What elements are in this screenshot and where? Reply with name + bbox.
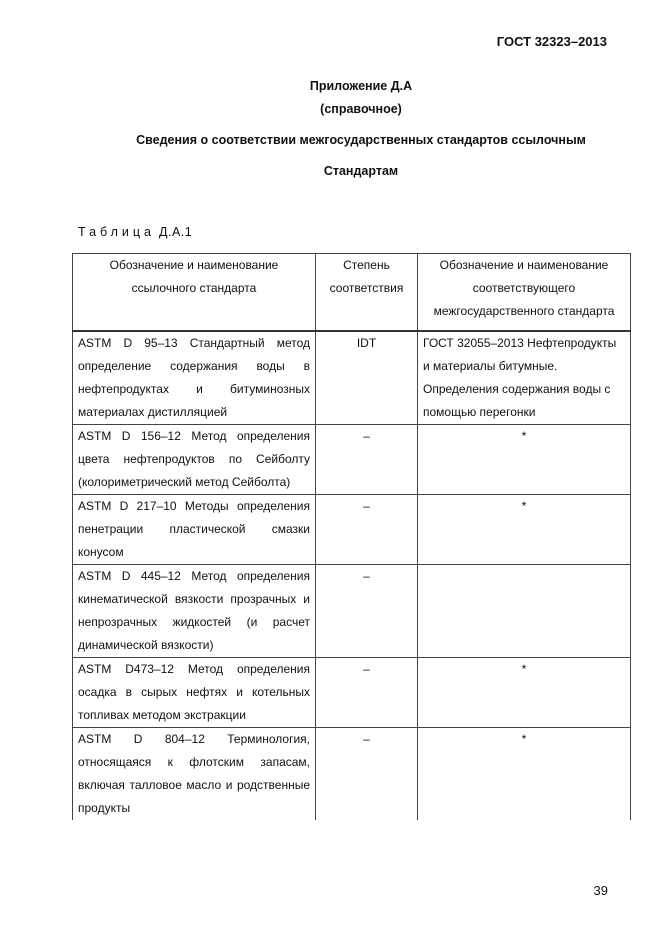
degree-cell: – <box>316 658 418 728</box>
section-heading-line-1: Сведения о соответствии межгосударственных стандартов ссылочным <box>136 133 586 147</box>
table-row <box>73 565 631 658</box>
reference-standard-cell: ASTM D 804–12 Терминология, относящаяся к флотским запасам, включая талловое масло и родственные продукты <box>73 728 316 821</box>
table-caption-number: Д.А.1 <box>159 225 193 239</box>
reference-standard-cell: ASTM D 217–10 Методы определения пенетрации пластической смазки конусом <box>73 495 316 565</box>
standards-correspondence-table <box>72 253 631 820</box>
section-heading-line-2: Стандартам <box>323 164 399 178</box>
appendix-title: Приложение Д.А <box>309 79 413 93</box>
interstate-standard-cell: * <box>418 425 631 495</box>
table-row <box>73 495 631 565</box>
reference-standard-cell: ASTM D 445–12 Метод определения кинематической вязкости прозрачных и непрозрачных жидкостей (и расчет динамической вязкости) <box>73 565 316 658</box>
degree-cell: – <box>316 728 418 821</box>
table-row <box>73 425 631 495</box>
degree-cell: IDT <box>316 331 418 425</box>
page-number: 39 <box>593 883 608 898</box>
degree-cell: – <box>316 425 418 495</box>
column-header-interstate-standard: Обозначение и наименование соответствующего межгосударственного стандарта <box>418 254 631 332</box>
table-header-row <box>73 254 631 332</box>
table-caption <box>78 225 192 239</box>
table-row <box>73 728 631 821</box>
interstate-standard-cell: * <box>418 728 631 821</box>
column-header-reference-standard: Обозначение и наименование ссылочного стандарта <box>73 254 316 332</box>
document-code: ГОСТ 32323–2013 <box>496 34 607 49</box>
appendix-kind: (справочное) <box>320 102 402 116</box>
reference-standard-cell: ASTM D473–12 Метод определения осадка в сырых нефтях и котельных топливах методом экстракции <box>73 658 316 728</box>
column-header-degree: Степень соответствия <box>316 254 418 332</box>
reference-standard-cell: ASTM D 95–13 Стандартный метод определение содержания воды в нефтепродуктах и битуминозных материалах дистилляцией <box>73 331 316 425</box>
reference-standard-cell: ASTM D 156–12 Метод определения цвета нефтепродуктов по Сейболту (колориметрический метод Сейболта) <box>73 425 316 495</box>
interstate-standard-cell: * <box>418 495 631 565</box>
degree-cell: – <box>316 565 418 658</box>
table-caption-word: Таблица <box>78 225 156 239</box>
degree-cell: – <box>316 495 418 565</box>
interstate-standard-cell: * <box>418 658 631 728</box>
table-row <box>73 331 631 425</box>
interstate-standard-cell: ГОСТ 32055–2013 Нефтепродукты и материалы битумные. Определения содержания воды с помощью перегонки <box>418 331 631 425</box>
table-row <box>73 658 631 728</box>
interstate-standard-cell <box>418 565 631 658</box>
